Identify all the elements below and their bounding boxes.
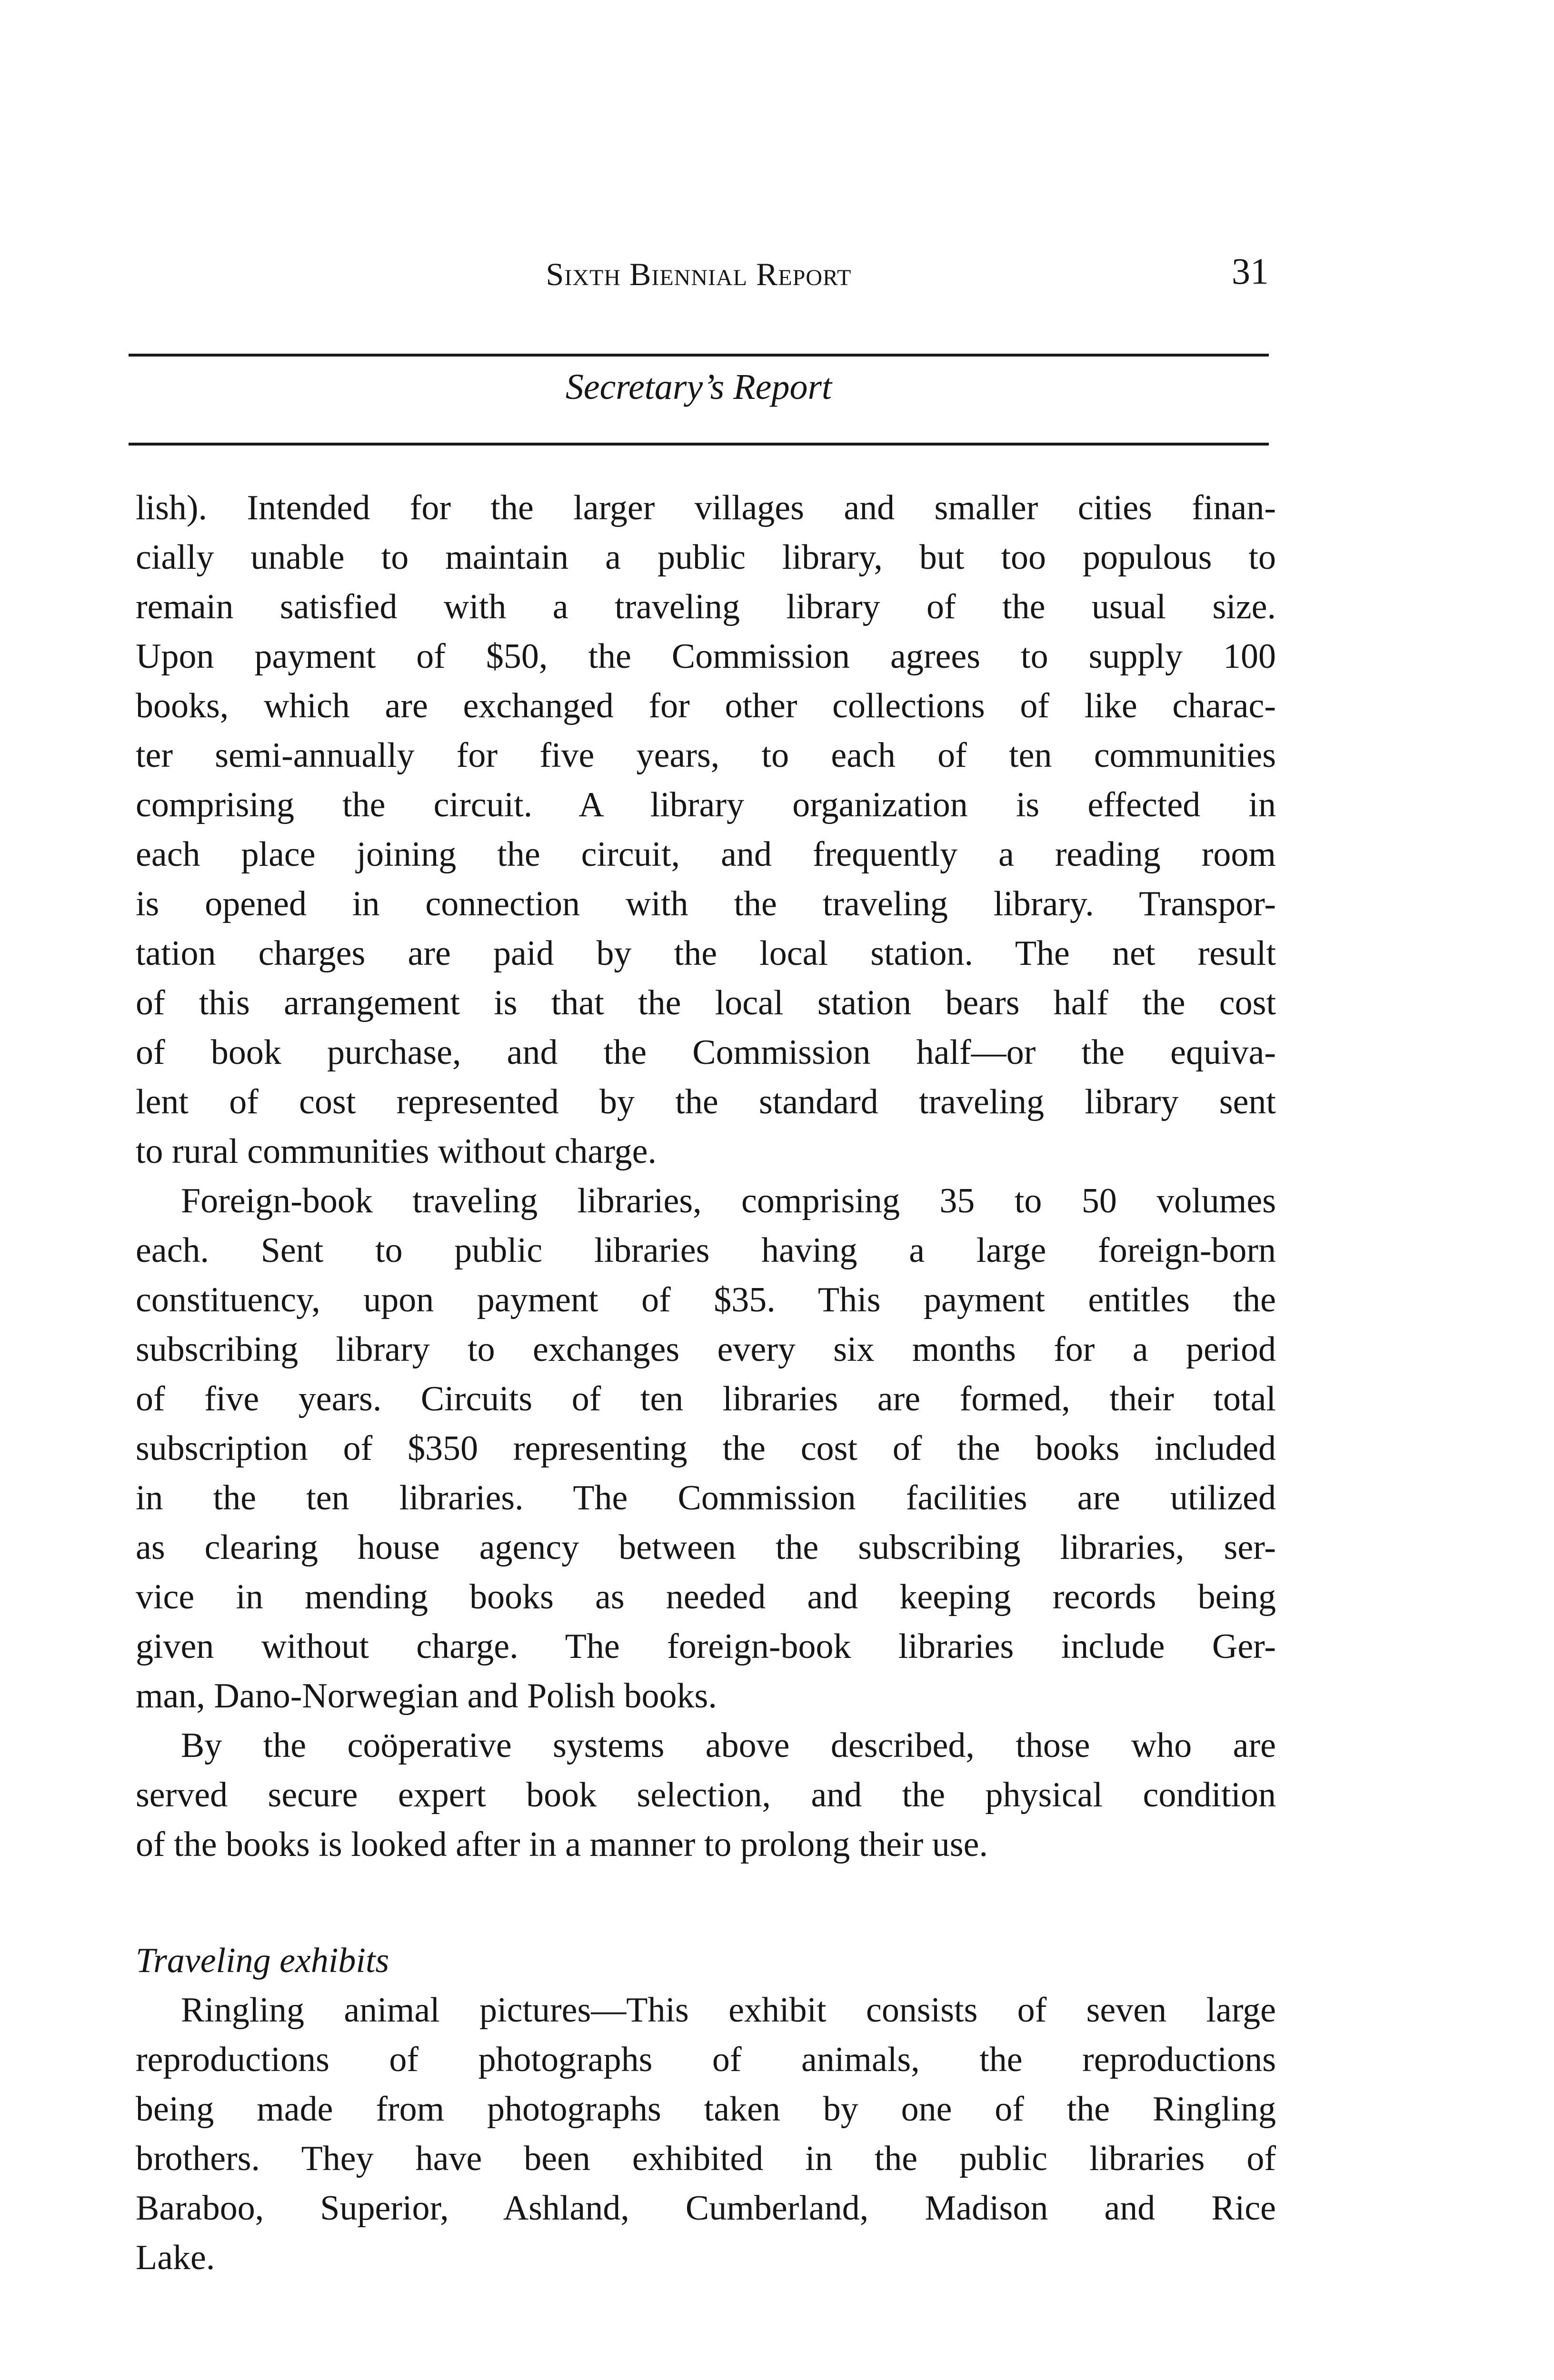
text-line: each. Sent to public libraries having a large foreign-born	[136, 1231, 1276, 1270]
text-line: vice in mending books as needed and keeping records being	[136, 1577, 1276, 1616]
text-line: lent of cost represented by the standard traveling library sent	[136, 1082, 1276, 1121]
text-line: brothers. They have been exhibited in the public libraries of	[136, 2139, 1276, 2178]
text-line: Lake.	[136, 2238, 215, 2277]
running-title: Sixth Biennial Report	[546, 256, 852, 292]
section-title: Secretary’s Report	[565, 367, 832, 407]
text-line: Baraboo, Superior, Ashland, Cumberland, Madison and Rice	[136, 2189, 1276, 2228]
text-line: Upon payment of $50, the Commission agrees to supply 100	[136, 637, 1276, 676]
text-line: subscription of $350 representing the cost of the books included	[136, 1429, 1276, 1468]
paragraph-ringling-pictures	[136, 1985, 1276, 2282]
text-line: each place joining the circuit, and frequently a reading room	[136, 835, 1276, 874]
paragraph-circuit-libraries	[136, 483, 1276, 1176]
text-line: served secure expert book selection, and the physical condition	[136, 1775, 1276, 1815]
text-line: reproductions of photographs of animals, the reproductions	[136, 2040, 1276, 2079]
subsection-title: Traveling exhibits	[136, 1941, 389, 1980]
text-line: in the ten libraries. The Commission facilities are utilized	[136, 1478, 1276, 1517]
paragraph-foreign-book-libraries	[136, 1176, 1276, 1721]
text-line: is opened in connection with the traveling library. Transpor-	[136, 884, 1276, 923]
text-line: comprising the circuit. A library organization is effected in	[136, 785, 1276, 824]
text-line: Foreign-book traveling libraries, comprising 35 to 50 volumes	[181, 1181, 1276, 1220]
text-line: remain satisfied with a traveling library of the usual size.	[136, 587, 1276, 626]
text-line: books, which are exchanged for other collections of like charac-	[136, 686, 1276, 725]
header-rule-bottom	[129, 443, 1269, 446]
text-line: constituency, upon payment of $35. This payment entitles the	[136, 1280, 1276, 1319]
text-line: ter semi-annually for five years, to each of ten communities	[136, 736, 1276, 775]
header-rule-top	[129, 354, 1269, 357]
text-line: cially unable to maintain a public library, but too populous to	[136, 538, 1276, 577]
text-line: subscribing library to exchanges every six months for a period	[136, 1330, 1276, 1369]
text-line: lish). Intended for the larger villages and smaller cities finan-	[136, 488, 1276, 527]
running-head	[129, 250, 1269, 302]
text-line: of book purchase, and the Commission half—or the equiva-	[136, 1033, 1276, 1072]
text-line: given without charge. The foreign-book libraries include Ger-	[136, 1627, 1276, 1666]
text-line: By the coöperative systems above described, those who are	[181, 1726, 1276, 1765]
text-line: tation charges are paid by the local station. The net result	[136, 934, 1276, 973]
page-number: 31	[1232, 250, 1269, 292]
body-text	[136, 483, 1276, 2282]
paragraph-cooperative-systems	[136, 1721, 1276, 1869]
text-line: of the books is looked after in a manner to prolong their use.	[136, 1825, 988, 1864]
text-line: as clearing house agency between the subscribing libraries, ser-	[136, 1528, 1276, 1567]
text-line: man, Dano-Norwegian and Polish books.	[136, 1676, 717, 1716]
text-line: being made from photographs taken by one of the Ringling	[136, 2090, 1276, 2129]
text-line: of five years. Circuits of ten libraries are formed, their total	[136, 1379, 1276, 1418]
text-line: to rural communities without charge.	[136, 1132, 657, 1171]
text-line: Ringling animal pictures—This exhibit consists of seven large	[181, 1991, 1276, 2030]
text-line: of this arrangement is that the local station bears half the cost	[136, 983, 1276, 1022]
